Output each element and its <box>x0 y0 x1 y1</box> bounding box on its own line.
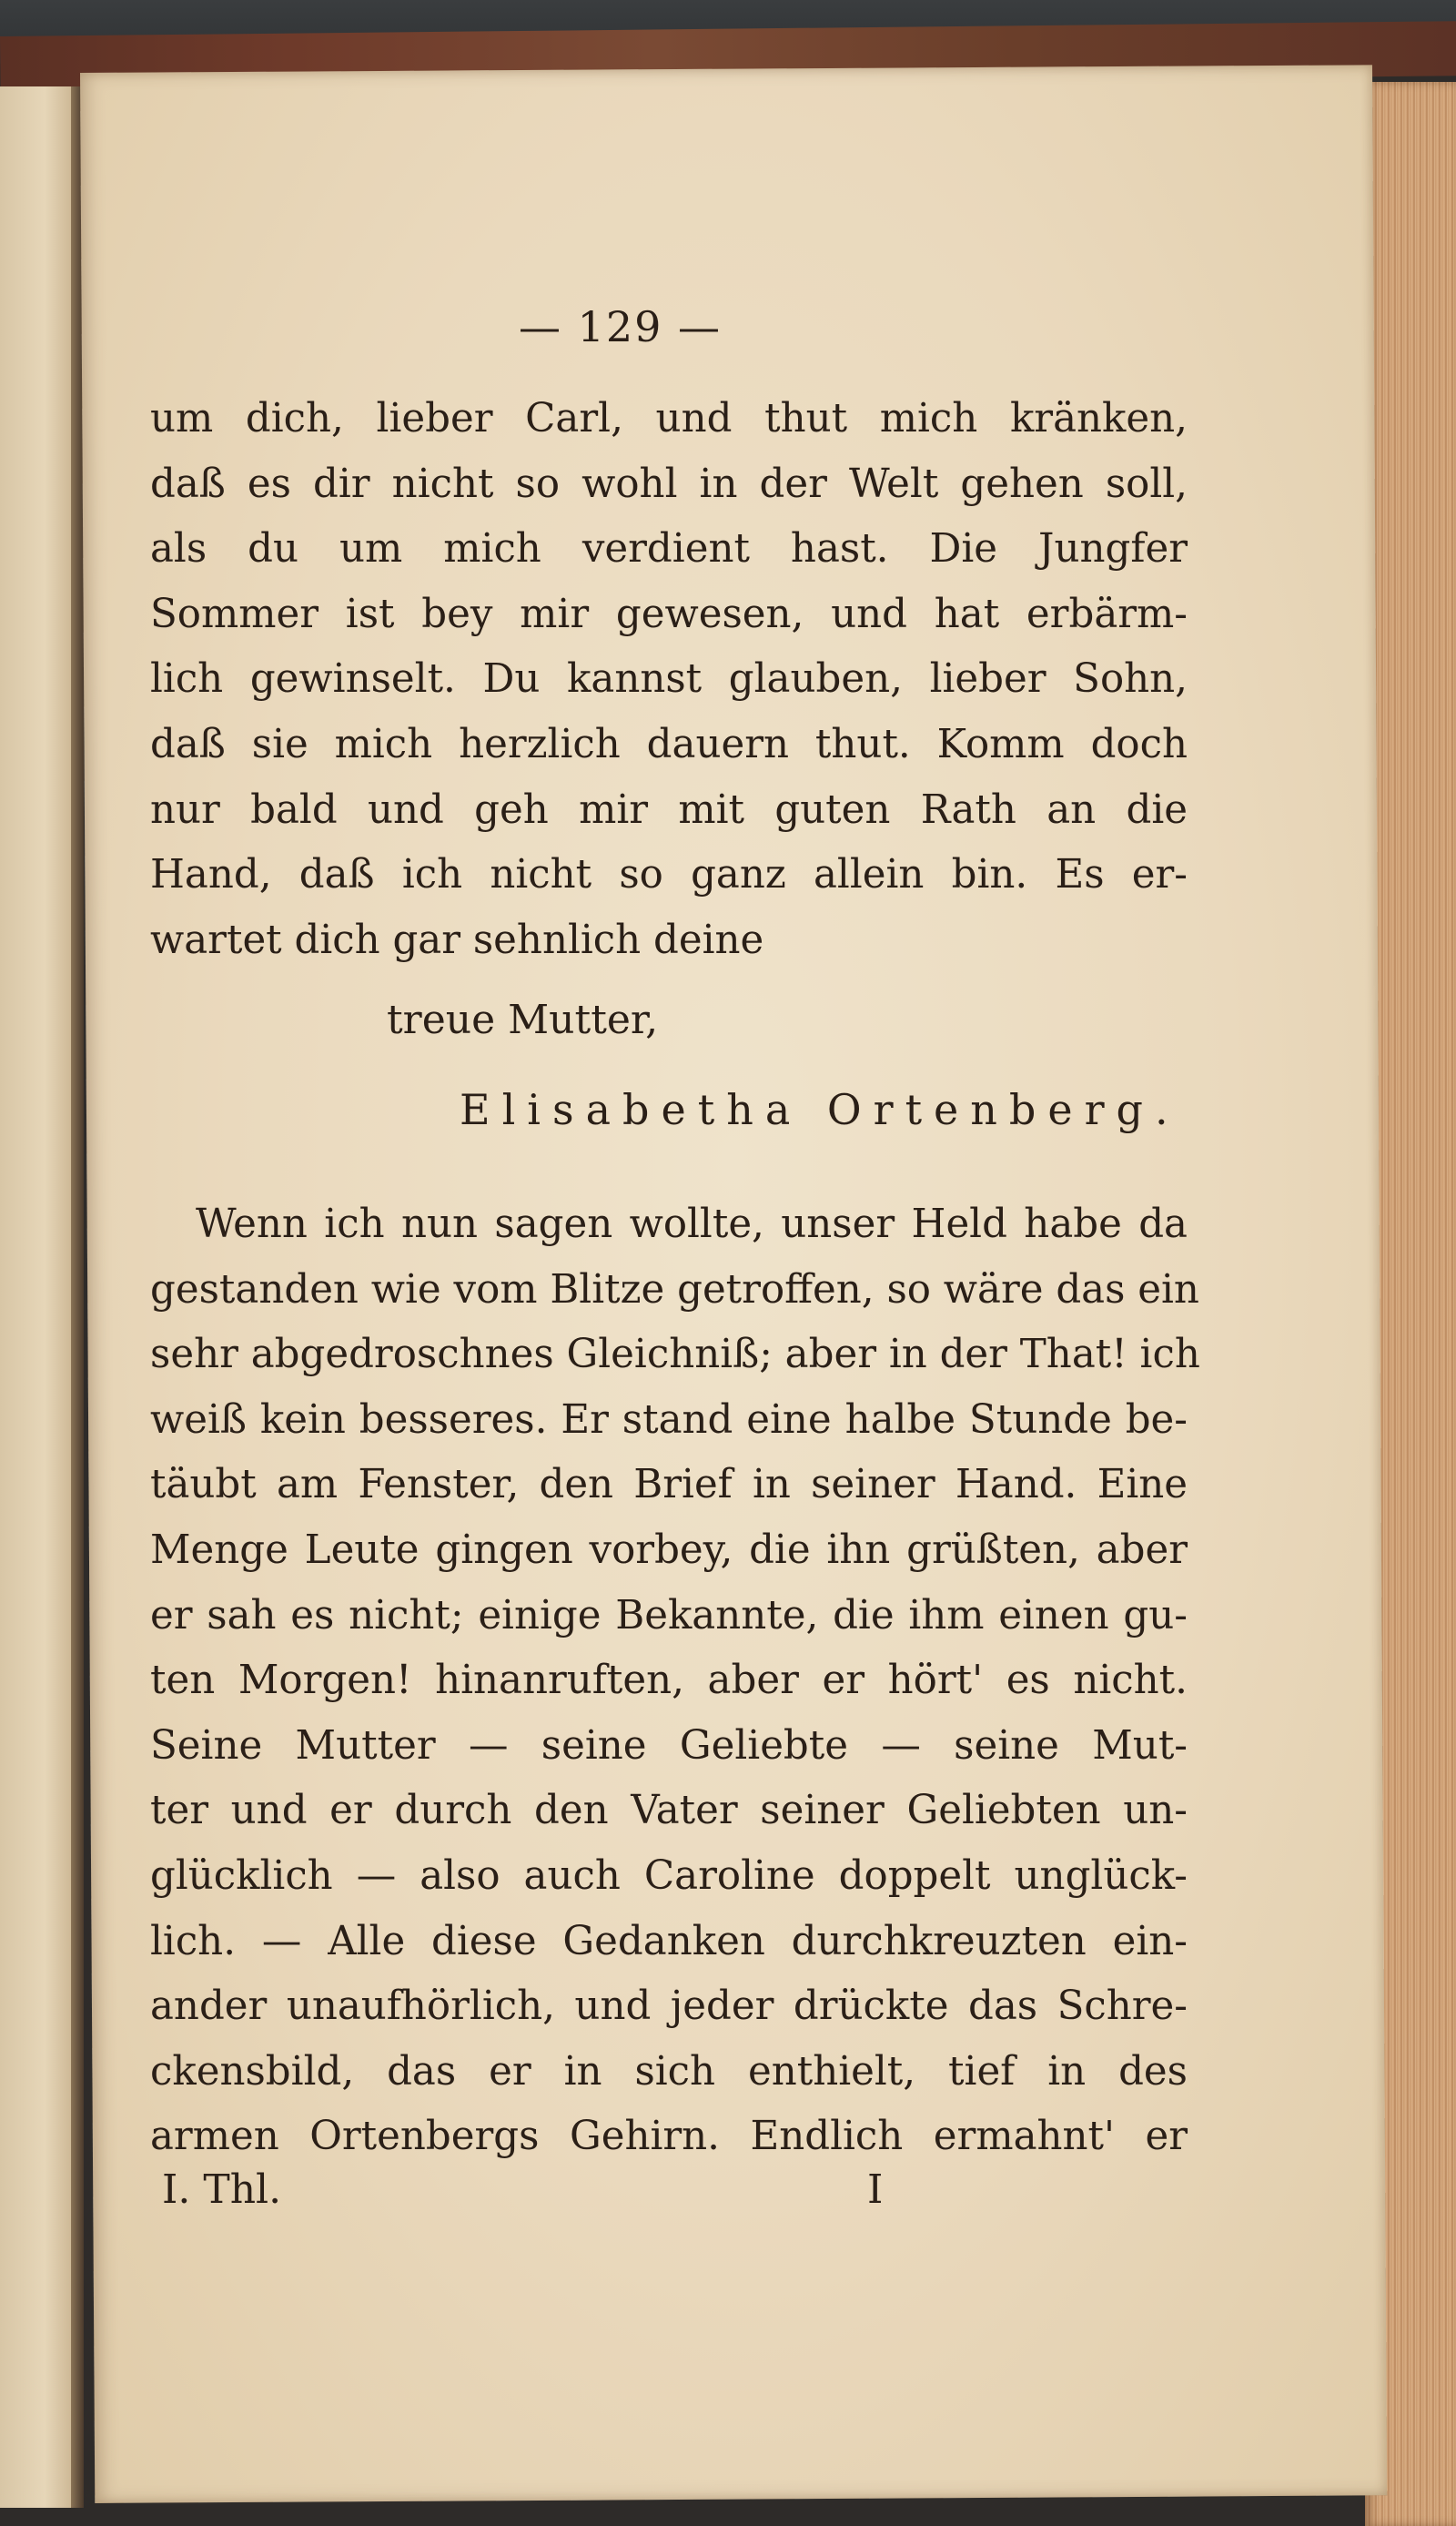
text-line: ter und er durch den Vater seiner Geliebten un- <box>150 1788 1188 1834</box>
text-line: als du um mich verdient hast. Die Jungfer <box>150 526 1188 573</box>
text-line: ten Morgen! hinanruften, aber er hört' es nicht. <box>150 1658 1188 1704</box>
text-line: ckensbild, das er in sich enthielt, tief in des <box>150 2048 1188 2095</box>
text-line: daß sie mich herzlich dauern thut. Komm doch <box>150 721 1188 767</box>
text-line: gestanden wie vom Blitze getroffen, so wäre das ein <box>150 1266 1199 1313</box>
text-line: lich gewinselt. Du kannst glauben, lieber Sohn, <box>150 656 1188 703</box>
facing-page-edge <box>0 86 75 2508</box>
sheet-mark: I <box>867 2166 884 2213</box>
text-line: Sommer ist bey mir gewesen, und hat erbärm- <box>150 591 1188 637</box>
text-line: daß es dir nicht so wohl in der Welt gehen soll, <box>150 461 1188 507</box>
text-line: armen Ortenbergs Gehirn. Endlich ermahnt' er <box>150 2114 1188 2160</box>
text-line: ander unaufhörlich, und jeder drückte das Schre- <box>150 1983 1188 2030</box>
text-line: lich. — Alle diese Gedanken durchkreuzten ein- <box>150 1918 1188 1964</box>
text-line: täubt am Fenster, den Brief in seiner Hand. Eine <box>150 1462 1188 1508</box>
text-line: Seine Mutter — seine Geliebte — seine Mut- <box>150 1722 1188 1769</box>
text-line: Menge Leute gingen vorbey, die ihn grüßten, aber <box>150 1527 1188 1573</box>
text-line: er sah es nicht; einige Bekannte, die ihm einen gu- <box>150 1592 1188 1638</box>
text-line: wartet dich gar sehnlich deine <box>150 917 764 963</box>
text-line: nur bald und geh mir mit guten Rath an die <box>150 786 1188 833</box>
text-line: um dich, lieber Carl, und thut mich kränken, <box>150 396 1188 441</box>
text-line: weiß kein besseres. Er stand eine halbe Stunde be- <box>150 1396 1188 1443</box>
text-line: Hand, daß ich nicht so ganz allein bin. Es er- <box>150 852 1188 898</box>
text-line: glücklich — also auch Caroline doppelt unglück- <box>150 1852 1188 1899</box>
text-line: Wenn ich nun sagen wollte, unser Held habe da <box>196 1202 1188 1247</box>
text-line: sehr abgedroschnes Gleichniß; aber in der That! ich <box>150 1332 1200 1378</box>
narrative-paragraph <box>150 1192 1200 2170</box>
letter-signature: Elisabetha Ortenberg. <box>460 1085 1180 1134</box>
letter-closing: treue Mutter, <box>387 997 659 1043</box>
letter-paragraph <box>150 387 1188 973</box>
page-number-header: — 129 — <box>519 302 723 351</box>
signature-mark: I. Thl. <box>162 2166 282 2213</box>
